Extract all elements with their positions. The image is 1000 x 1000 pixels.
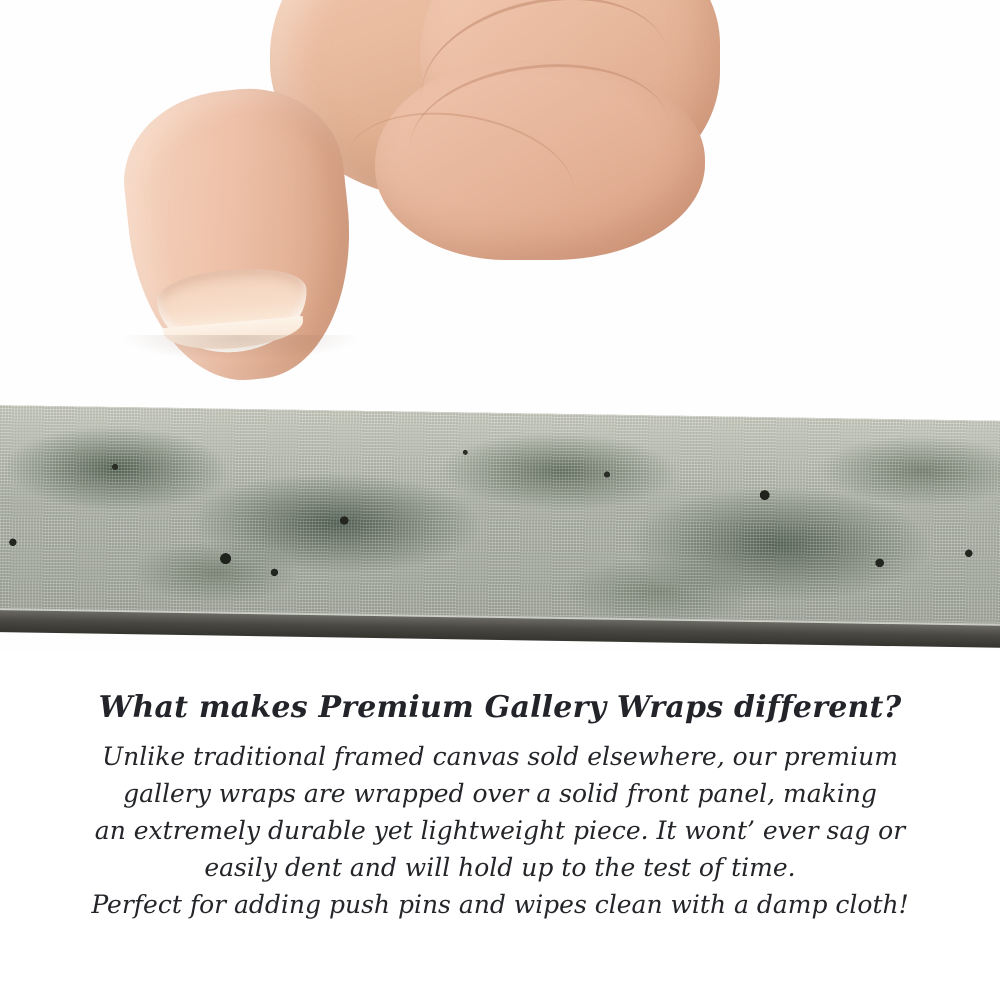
- finger-contact-shadow: [120, 335, 360, 361]
- caption-block: [0, 690, 1000, 923]
- caption-line: an extremely durable yet lightweight piece. It wont’ ever sag or: [94, 816, 906, 845]
- caption-line: Unlike traditional framed canvas sold elsewhere, our premium: [102, 742, 898, 771]
- canvas-gallery-wrap-panel: [0, 405, 1000, 650]
- caption-heading: What makes Premium Gallery Wraps different?: [98, 690, 902, 725]
- hand-illustration: [120, 0, 640, 420]
- caption-line: gallery wraps are wrapped over a solid front panel, making: [123, 779, 877, 808]
- caption-line: easily dent and will hold up to the test of time.: [204, 853, 796, 882]
- caption-line: Perfect for adding push pins and wipes clean with a damp cloth!: [91, 890, 909, 919]
- caption-body: [0, 738, 1000, 923]
- canvas-speckle-detail: [0, 405, 1000, 626]
